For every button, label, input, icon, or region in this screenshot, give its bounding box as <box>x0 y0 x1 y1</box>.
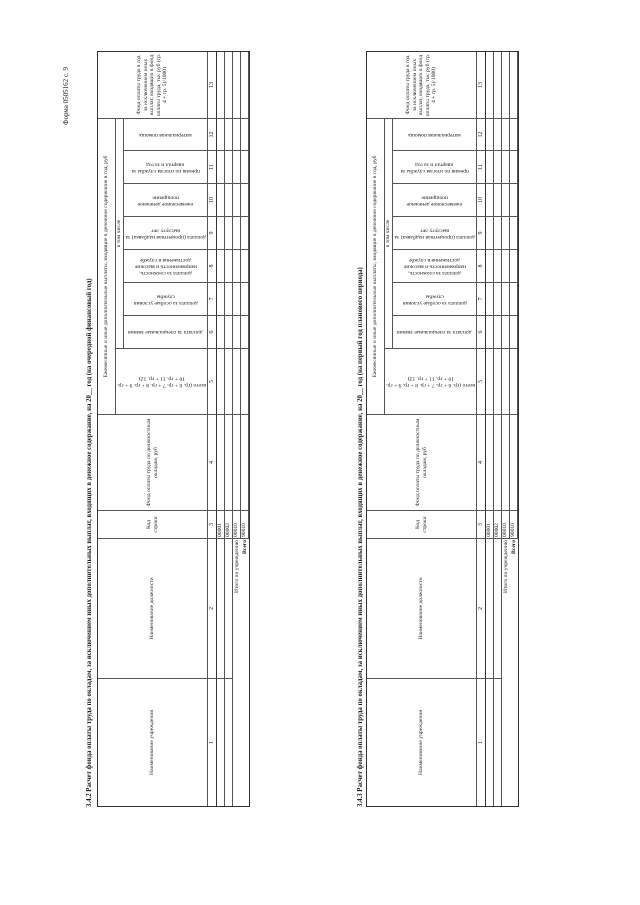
table-cell <box>494 183 502 216</box>
header-monthly-bonus: ежемесячное денежное поощрение <box>393 183 477 216</box>
table-cell <box>241 348 249 414</box>
column-number: 13 <box>208 52 217 118</box>
form-code: Форма 0505162 с. 9 <box>62 66 70 125</box>
table-cell <box>486 678 494 806</box>
table-cell <box>510 414 518 510</box>
header-in-that: в том числе <box>116 118 124 348</box>
column-number: 11 <box>477 150 486 183</box>
section1-table <box>97 51 250 807</box>
table-cell <box>225 282 233 315</box>
table-cell <box>502 414 510 510</box>
table-cell <box>225 118 233 150</box>
table-cell <box>494 118 502 150</box>
table-cell <box>233 348 241 414</box>
table-cell <box>225 52 233 118</box>
table-cell <box>510 348 518 414</box>
table-cell <box>510 118 518 150</box>
table-cell <box>502 118 510 150</box>
header-total: всего (гр. 6 + гр. 7 + гр. 8 + гр. 9 + гр. 10 + гр. 11 + гр. 12) <box>385 348 477 414</box>
table-cell <box>494 52 502 118</box>
table-cell <box>217 678 225 806</box>
table-cell <box>233 678 241 806</box>
table-cell <box>241 150 249 183</box>
table-cell <box>494 282 502 315</box>
table-cell <box>486 52 494 118</box>
header-extra-group: Ежемесячные и иные дополнительные выплаты, входящие в денежное содержание в год, руб <box>367 118 385 414</box>
header-complexity: доплата за сложность, напряженность и высокие достижения в службе <box>393 249 477 282</box>
header-position: Наименование должности <box>367 538 477 678</box>
column-number: 3 <box>477 510 486 538</box>
table-cell <box>510 216 518 249</box>
table-cell <box>502 216 510 249</box>
table-cell <box>217 183 225 216</box>
column-number: 4 <box>477 414 486 510</box>
row-code: 90010 <box>241 510 249 538</box>
table-cell <box>486 282 494 315</box>
table-cell <box>510 315 518 348</box>
table-cell <box>510 183 518 216</box>
table-cell <box>241 678 249 806</box>
header-seniority: доплата (процентная надбавка) за выслугу лет <box>124 216 208 249</box>
header-special-conditions: доплата за специальные звания <box>393 315 477 348</box>
row-label: Итого по учреждению <box>233 538 241 678</box>
column-number: 13 <box>477 52 486 118</box>
column-number: 5 <box>477 348 486 414</box>
table-cell <box>241 183 249 216</box>
table-cell <box>241 216 249 249</box>
header-annual-fund: Фонд оплаты труда в год за исключением иных выплат, входящих в фонд оплаты труда, тыс руб (гр. 4 + гр. 5)/1000) <box>98 52 208 118</box>
column-number: 10 <box>208 183 217 216</box>
table-cell <box>510 150 518 183</box>
table-cell <box>225 216 233 249</box>
table-cell <box>502 249 510 282</box>
table-cell <box>217 348 225 414</box>
column-number: 8 <box>477 249 486 282</box>
table-cell <box>486 183 494 216</box>
column-number: 6 <box>208 315 217 348</box>
table-cell <box>233 150 241 183</box>
table-cell <box>494 315 502 348</box>
table-cell <box>217 52 225 118</box>
section2-title: 3.4.3 Расчет фонда оплаты труда по окладам, за исключением иных дополнительных выплат, входящих в денежное содержание, на 20__ год (на первый год планового периода) <box>357 267 364 807</box>
header-salary-fund: Фонд оплаты труда по должностным окладам, руб <box>98 414 208 510</box>
table-cell <box>225 249 233 282</box>
header-monthly-bonus: ежемесячное денежное поощрение <box>124 183 208 216</box>
column-number: 7 <box>208 282 217 315</box>
section2-table <box>366 51 519 807</box>
header-special-service: доплата за особые условия службы <box>124 282 208 315</box>
column-number: 4 <box>208 414 217 510</box>
table-cell <box>225 348 233 414</box>
row-code: 00002 <box>494 510 502 538</box>
row-label: Всего <box>241 538 249 678</box>
table-cell <box>217 414 225 510</box>
header-in-that: в том числе <box>385 118 393 348</box>
table-cell <box>494 414 502 510</box>
header-annual-bonus: премия по итогам службы за квартал и за год <box>393 150 477 183</box>
table-cell <box>486 348 494 414</box>
row-code: 00010 <box>502 510 510 538</box>
table-cell <box>510 52 518 118</box>
header-extra-group: Ежемесячные и иные дополнительные выплаты, входящие в денежное содержание в год, руб <box>98 118 116 414</box>
table-cell <box>494 216 502 249</box>
table-cell <box>510 249 518 282</box>
column-number: 7 <box>477 282 486 315</box>
header-position: Наименование должности <box>98 538 208 678</box>
header-institution: Наименование учреждения <box>98 678 208 806</box>
table-cell <box>502 150 510 183</box>
header-seniority: доплата (процентная надбавка) за выслугу лет <box>393 216 477 249</box>
table-cell <box>241 282 249 315</box>
table-cell <box>241 249 249 282</box>
column-number: 11 <box>208 150 217 183</box>
table-cell <box>502 678 510 806</box>
column-number: 10 <box>477 183 486 216</box>
column-number: 2 <box>477 538 486 678</box>
row-code: 00001 <box>217 510 225 538</box>
header-material-aid: материальная помощь <box>393 118 477 150</box>
column-number: 1 <box>208 678 217 806</box>
table-cell <box>225 315 233 348</box>
table-cell <box>502 282 510 315</box>
table-cell <box>217 282 225 315</box>
table-cell <box>217 216 225 249</box>
column-number: 9 <box>208 216 217 249</box>
row-code: 90010 <box>510 510 518 538</box>
row-label: Всего <box>510 538 518 678</box>
column-number: 1 <box>477 678 486 806</box>
table-cell <box>486 414 494 510</box>
header-annual-bonus: премия по итогам службы за квартал и за год <box>124 150 208 183</box>
header-annual-fund: Фонд оплаты труда в год за исключением иных выплат, входящих в фонд оплаты труда, тыс руб (гр. 4 + гр. 5)/1000) <box>367 52 477 118</box>
table-cell <box>225 183 233 216</box>
table-cell <box>233 52 241 118</box>
table-cell <box>217 249 225 282</box>
header-line-code: Код строки <box>367 510 477 538</box>
table-cell <box>241 315 249 348</box>
header-material-aid: материальная помощь <box>124 118 208 150</box>
header-institution: Наименование учреждения <box>367 678 477 806</box>
table-cell <box>241 52 249 118</box>
table-cell <box>225 538 233 678</box>
table-cell <box>494 150 502 183</box>
table-cell <box>494 249 502 282</box>
table-cell <box>502 315 510 348</box>
table-cell <box>502 348 510 414</box>
table-cell <box>494 538 502 678</box>
row-label: Итого по учреждению <box>502 538 510 678</box>
table-cell <box>510 678 518 806</box>
table-cell <box>510 282 518 315</box>
table-cell <box>494 678 502 806</box>
table-cell <box>486 150 494 183</box>
table-cell <box>217 150 225 183</box>
table-cell <box>225 678 233 806</box>
table-cell <box>233 282 241 315</box>
header-line-code: Код строки <box>98 510 208 538</box>
header-total: всего (гр. 6 + гр. 7 + гр. 8 + гр. 9 + гр. 10 + гр. 11 + гр. 12) <box>116 348 208 414</box>
table-cell <box>486 538 494 678</box>
table-cell <box>486 249 494 282</box>
table-cell <box>486 118 494 150</box>
section1-title: 3.4.2 Расчет фонда оплаты труда по окладам, за исключением иных дополнительных выплат, входящих в денежное содержание, на 20__ год (на очередной финансовый год) <box>86 278 93 807</box>
header-special-conditions: доплата за специальные звания <box>124 315 208 348</box>
row-code: 00002 <box>225 510 233 538</box>
table-cell <box>217 118 225 150</box>
column-number: 12 <box>208 118 217 150</box>
table-cell <box>502 52 510 118</box>
table-cell <box>233 118 241 150</box>
header-complexity: доплата за сложность, напряженность и высокие достижения в службе <box>124 249 208 282</box>
header-special-service: доплата за особые условия службы <box>393 282 477 315</box>
table-cell <box>494 348 502 414</box>
table-cell <box>241 118 249 150</box>
table-cell <box>233 249 241 282</box>
table-cell <box>233 414 241 510</box>
header-salary-fund: Фонд оплаты труда по должностным окладам, руб <box>367 414 477 510</box>
table-cell <box>502 183 510 216</box>
table-cell <box>486 216 494 249</box>
table-cell <box>233 315 241 348</box>
table-cell <box>233 216 241 249</box>
row-code: 00010 <box>233 510 241 538</box>
table-cell <box>225 150 233 183</box>
column-number: 2 <box>208 538 217 678</box>
table-cell <box>486 315 494 348</box>
column-number: 9 <box>477 216 486 249</box>
column-number: 3 <box>208 510 217 538</box>
table-cell <box>241 414 249 510</box>
column-number: 12 <box>477 118 486 150</box>
table-cell <box>225 414 233 510</box>
column-number: 6 <box>477 315 486 348</box>
column-number: 5 <box>208 348 217 414</box>
table-cell <box>217 315 225 348</box>
column-number: 8 <box>208 249 217 282</box>
row-code: 00001 <box>486 510 494 538</box>
table-cell <box>233 183 241 216</box>
table-cell <box>217 538 225 678</box>
